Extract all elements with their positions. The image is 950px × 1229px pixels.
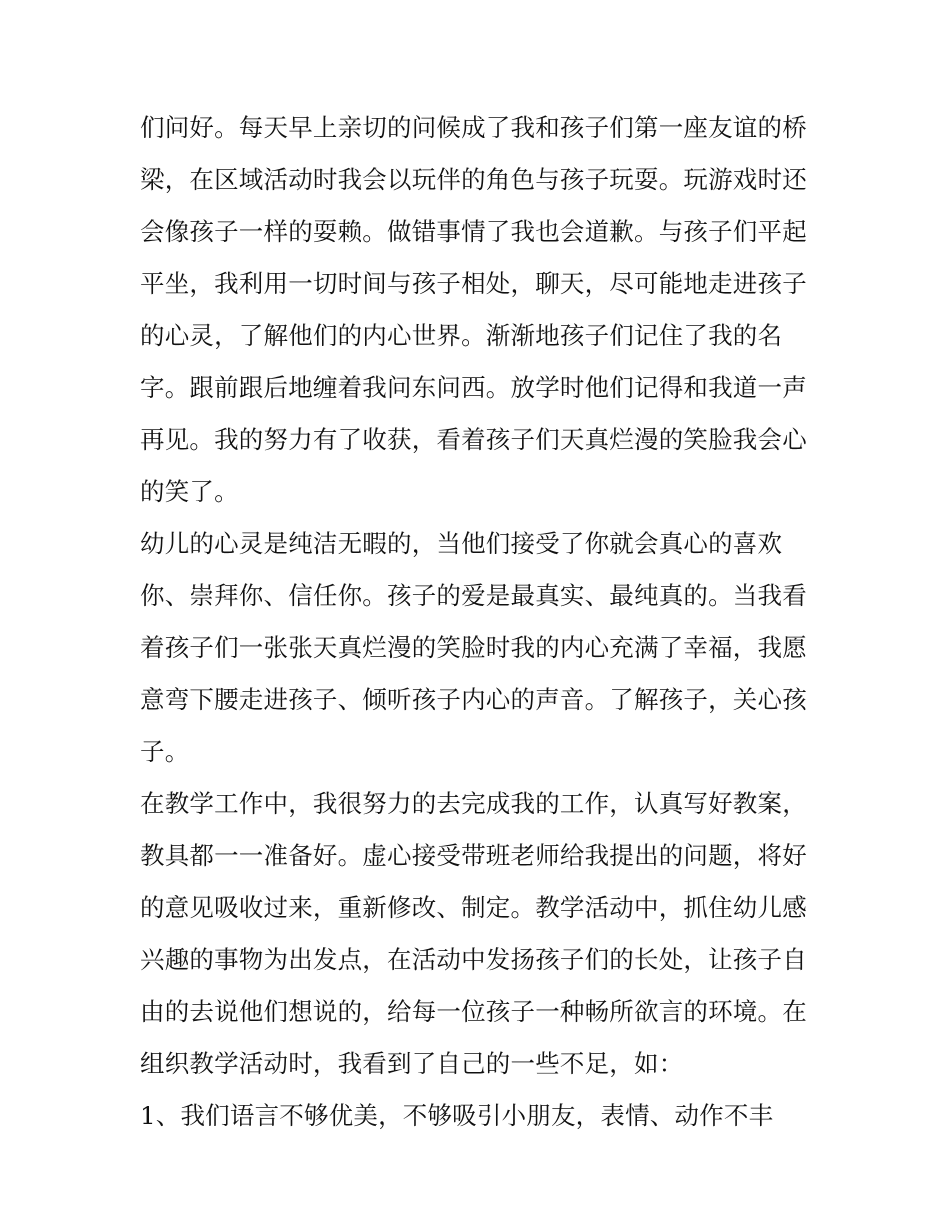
text-line: 教具都一一准备好。虚心接受带班老师给我提出的问题，将好	[140, 841, 807, 870]
text-line: 平坐，我利用一切时间与孩子相处，聊天，尽可能地走进孩子	[140, 269, 807, 298]
text-line: 由的去说他们想说的，给每一位孩子一种畅所欲言的环境。在	[140, 997, 807, 1026]
text-line: 梁，在区域活动时我会以玩伴的角色与孩子玩耍。玩游戏时还	[140, 165, 807, 194]
text-line: 子。	[140, 737, 190, 766]
text-line: 会像孩子一样的耍赖。做错事情了我也会道歉。与孩子们平起	[140, 217, 807, 246]
text-line: 在教学工作中，我很努力的去完成我的工作，认真写好教案，	[140, 789, 807, 818]
text-line: 幼儿的心灵是纯洁无暇的，当他们接受了你就会真心的喜欢	[140, 529, 783, 558]
text-line: 字。跟前跟后地缠着我问东问西。放学时他们记得和我道一声	[140, 373, 807, 402]
body-text	[140, 102, 840, 1142]
text-line: 的心灵，了解他们的内心世界。渐渐地孩子们记住了我的名	[140, 321, 783, 350]
text-line: 1、我们语言不够优美，不够吸引小朋友，表情、动作不丰	[140, 1101, 774, 1130]
text-line: 再见。我的努力有了收获，看着孩子们天真烂漫的笑脸我会心	[140, 425, 807, 454]
text-line: 组织教学活动时，我看到了自己的一些不足，如：	[140, 1049, 684, 1078]
text-line: 意弯下腰走进孩子、倾听孩子内心的声音。了解孩子，关心孩	[140, 685, 807, 714]
text-line: 你、崇拜你、信任你。孩子的爱是最真实、最纯真的。当我看	[140, 581, 807, 610]
text-line: 着孩子们一张张天真烂漫的笑脸时我的内心充满了幸福，我愿	[140, 633, 807, 662]
text-line: 的笑了。	[140, 477, 239, 506]
text-line: 的意见吸收过来，重新修改、制定。教学活动中，抓住幼儿感	[140, 893, 807, 922]
text-line: 们问好。每天早上亲切的问候成了我和孩子们第一座友谊的桥	[140, 113, 807, 142]
text-line: 兴趣的事物为出发点，在活动中发扬孩子们的长处，让孩子自	[140, 945, 807, 974]
